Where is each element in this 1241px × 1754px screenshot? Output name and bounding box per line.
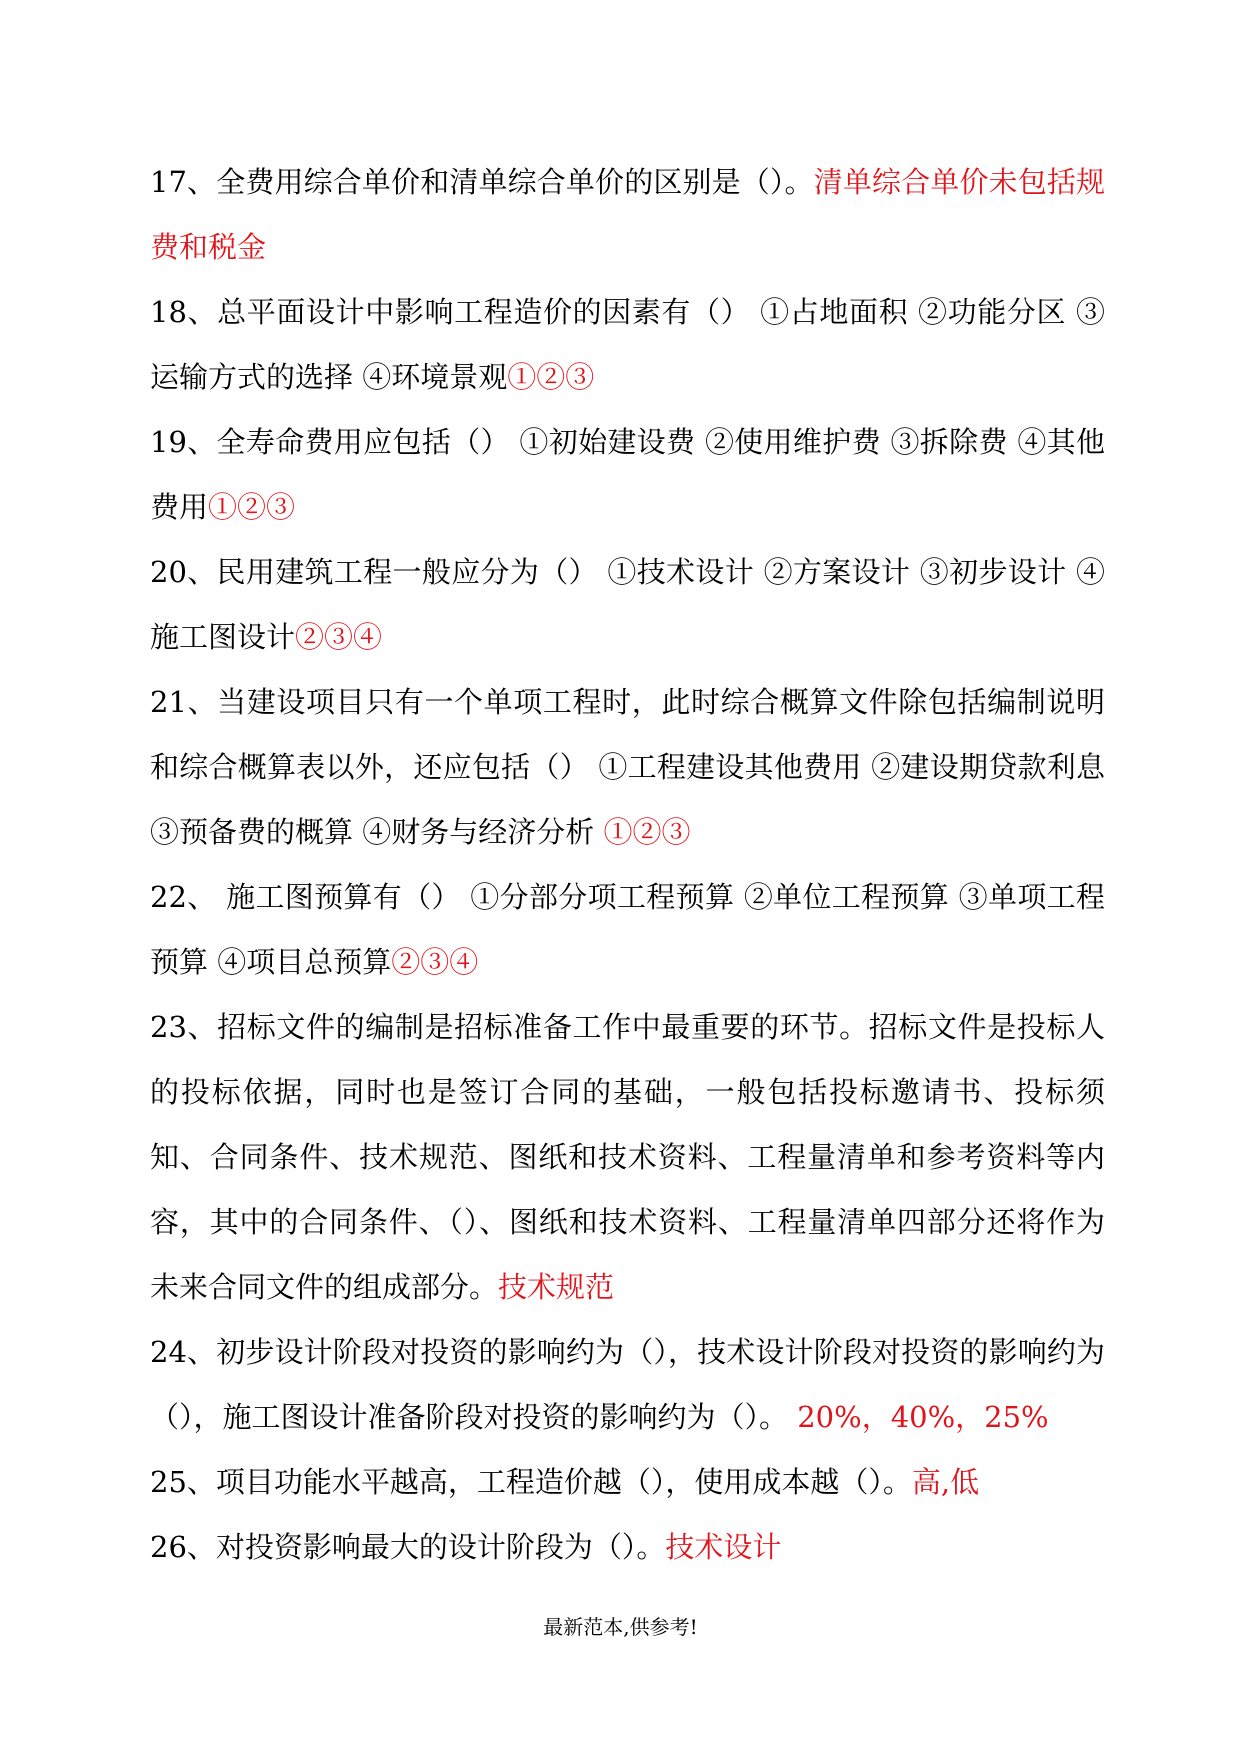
question-text: 22、 施工图预算有（） ①分部分项工程预算 ②单位工程预算 ③单项工程预算 ④项目总预算: [150, 880, 1105, 979]
question-25: [150, 1450, 1105, 1515]
question-23: [150, 995, 1105, 1320]
question-text: 25、项目功能水平越高，工程造价越（），使用成本越（）。: [150, 1465, 912, 1499]
question-text: 24、初步设计阶段对投资的影响约为（），技术设计阶段对投资的影响约为（），施工图设计准备阶段对投资的影响约为（）。: [150, 1335, 1105, 1434]
question-22: [150, 865, 1105, 995]
question-26: [150, 1515, 1105, 1580]
question-17: [150, 150, 1105, 280]
question-text: 20、民用建筑工程一般应分为（） ①技术设计 ②方案设计 ③初步设计 ④施工图设计: [150, 555, 1105, 654]
question-answer: ①②③: [507, 360, 595, 394]
question-20: [150, 540, 1105, 670]
page-footer: 最新范本,供参考!: [543, 1615, 698, 1639]
question-answer: ①②③: [603, 815, 691, 849]
question-answer: 技术设计: [665, 1530, 782, 1564]
question-answer: 清单综合单价未包括规费和税金: [150, 165, 1105, 264]
question-text: 17、全费用综合单价和清单综合单价的区别是（）。: [150, 165, 814, 199]
question-text: 19、全寿命费用应包括（） ①初始建设费 ②使用维护费 ③拆除费 ④其他费用: [150, 425, 1105, 524]
question-answer: 20%，40%，25%: [797, 1400, 1049, 1434]
question-text: 21、当建设项目只有一个单项工程时，此时综合概算文件除包括编制说明和综合概算表以外，还应包括（） ①工程建设其他费用 ②建设期贷款利息 ③预备费的概算 ④财务与经济分析: [150, 685, 1105, 849]
question-19: [150, 410, 1105, 540]
question-answer: ②③④: [295, 620, 383, 654]
question-answer: ①②③: [208, 490, 296, 524]
question-list: [150, 150, 1105, 1580]
question-18: [150, 280, 1105, 410]
question-answer: ②③④: [391, 945, 479, 979]
question-text: 23、招标文件的编制是招标准备工作中最重要的环节。招标文件是投标人的投标依据，同时也是签订合同的基础，一般包括投标邀请书、投标须知、合同条件、技术规范、图纸和技术资料、工程量清单和参考资料等内容，其中的合同条件、（）、图纸和技术资料、工程量清单四部分还将作为未来合同文件的组成部分。: [150, 1010, 1105, 1304]
question-answer: 高,低: [911, 1465, 980, 1499]
question-21: [150, 670, 1105, 865]
question-text: 18、总平面设计中影响工程造价的因素有（） ①占地面积 ②功能分区 ③运输方式的选择 ④环境景观: [150, 295, 1105, 394]
question-answer: 技术规范: [498, 1270, 615, 1304]
question-text: 26、对投资影响最大的设计阶段为（）。: [150, 1530, 666, 1564]
question-24: [150, 1320, 1105, 1450]
